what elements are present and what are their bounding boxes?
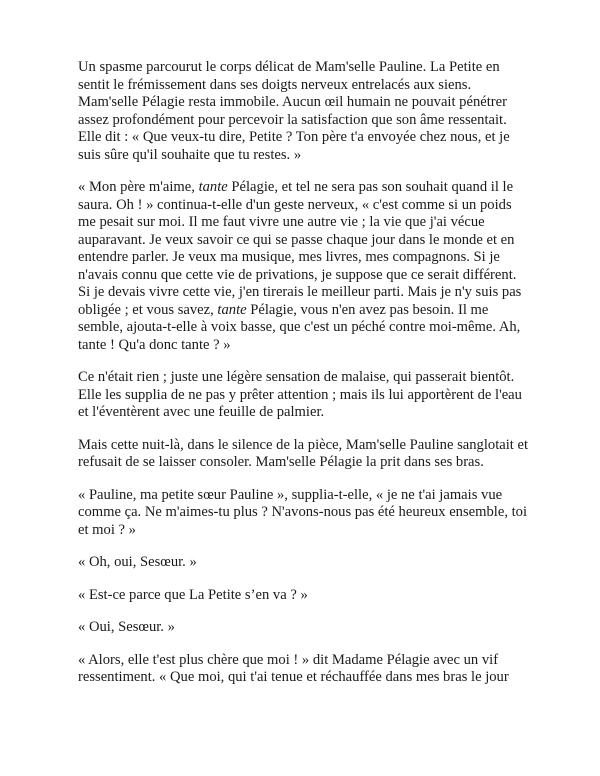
italic-text: tante (217, 301, 247, 318)
paragraph-text: « Pauline, ma petite sœur Pauline », supplia-t-elle, « je ne t'ai jamais vue comme ça. Ne m'aimes-tu plus ? N'avons-nous pas été heureux ensemble, toi et moi ? » (78, 486, 528, 538)
paragraph-text: Mais cette nuit-là, dans le silence de la pièce, Mam'selle Pauline sanglotait et refusait de se laisser consoler. Mam'selle Pélagie la prit dans ses bras. (78, 436, 529, 470)
paragraph (78, 437, 530, 472)
document-body (78, 59, 530, 687)
paragraph-text: « Alors, elle t'est plus chère que moi ! » dit Madame Pélagie avec un vif ressentiment. « Que moi, qui t'ai tenue et réchauffée dans mes bras le jour (78, 651, 509, 685)
paragraph (78, 587, 530, 605)
paragraph (78, 179, 530, 354)
paragraph (78, 554, 530, 572)
paragraph (78, 487, 530, 540)
paragraph-text: Un spasme parcourut le corps délicat de Mam'selle Pauline. La Petite en sentit le frémissement dans ses doigts nerveux entrelacés aux siens. Mam'selle Pélagie resta immobile. Aucun œil humain ne pouvait pénétrer assez profondément pour percevoir la satisfaction que son âme ressentait. Elle dit : « Que veux-tu dire, Petite ? Ton père t'a envoyée chez nous, et je suis sûre qu'il souhaite que tu restes. » (78, 59, 510, 163)
paragraph-text: « Mon père m'aime, (78, 179, 199, 195)
paragraph-text: « Oui, Sesœur. » (78, 619, 175, 635)
paragraph (78, 59, 530, 164)
paragraph-text: « Est-ce parce que La Petite s’en va ? » (78, 586, 308, 603)
paragraph-text: « Oh, oui, Sesœur. » (78, 554, 197, 570)
paragraph-text: Pélagie, vous n'en avez pas besoin. Il me semble, ajouta-t-elle à voix basse, que c'est un péché contre moi-même. Ah, tante ! Qu'a donc tante ? » (78, 301, 521, 353)
paragraph (78, 369, 530, 422)
paragraph (78, 652, 530, 687)
italic-text: tante (198, 179, 228, 195)
paragraph-text: Pélagie, et tel ne sera pas son souhait quand il le saura. Oh ! » continua-t-elle d'un geste nerveux, « c'est comme si un poids me pesait sur moi. Il me faut vivre une autre vie ; la vie que j'ai vécue auparavant. Je veux savoir ce qui se passe chaque jour dans le monde et en entendre parler. Je veux ma musique, mes livres, mes compagnons. Si je n'avais connu que cette vie de privations, je suppose que ce serait différent. Si je devais vivre cette vie, j'en tirerais le meilleur parti. Mais je n'y suis pas obligée ; et vous savez, (78, 179, 522, 318)
paragraph-text: Ce n'était rien ; juste une légère sensation de malaise, qui passerait bientôt. Elle les supplia de ne pas y prêter attention ; mais ils lui apportèrent de l'eau et l'éventèrent avec une feuille de palmier. (78, 369, 522, 420)
paragraph (78, 619, 530, 637)
